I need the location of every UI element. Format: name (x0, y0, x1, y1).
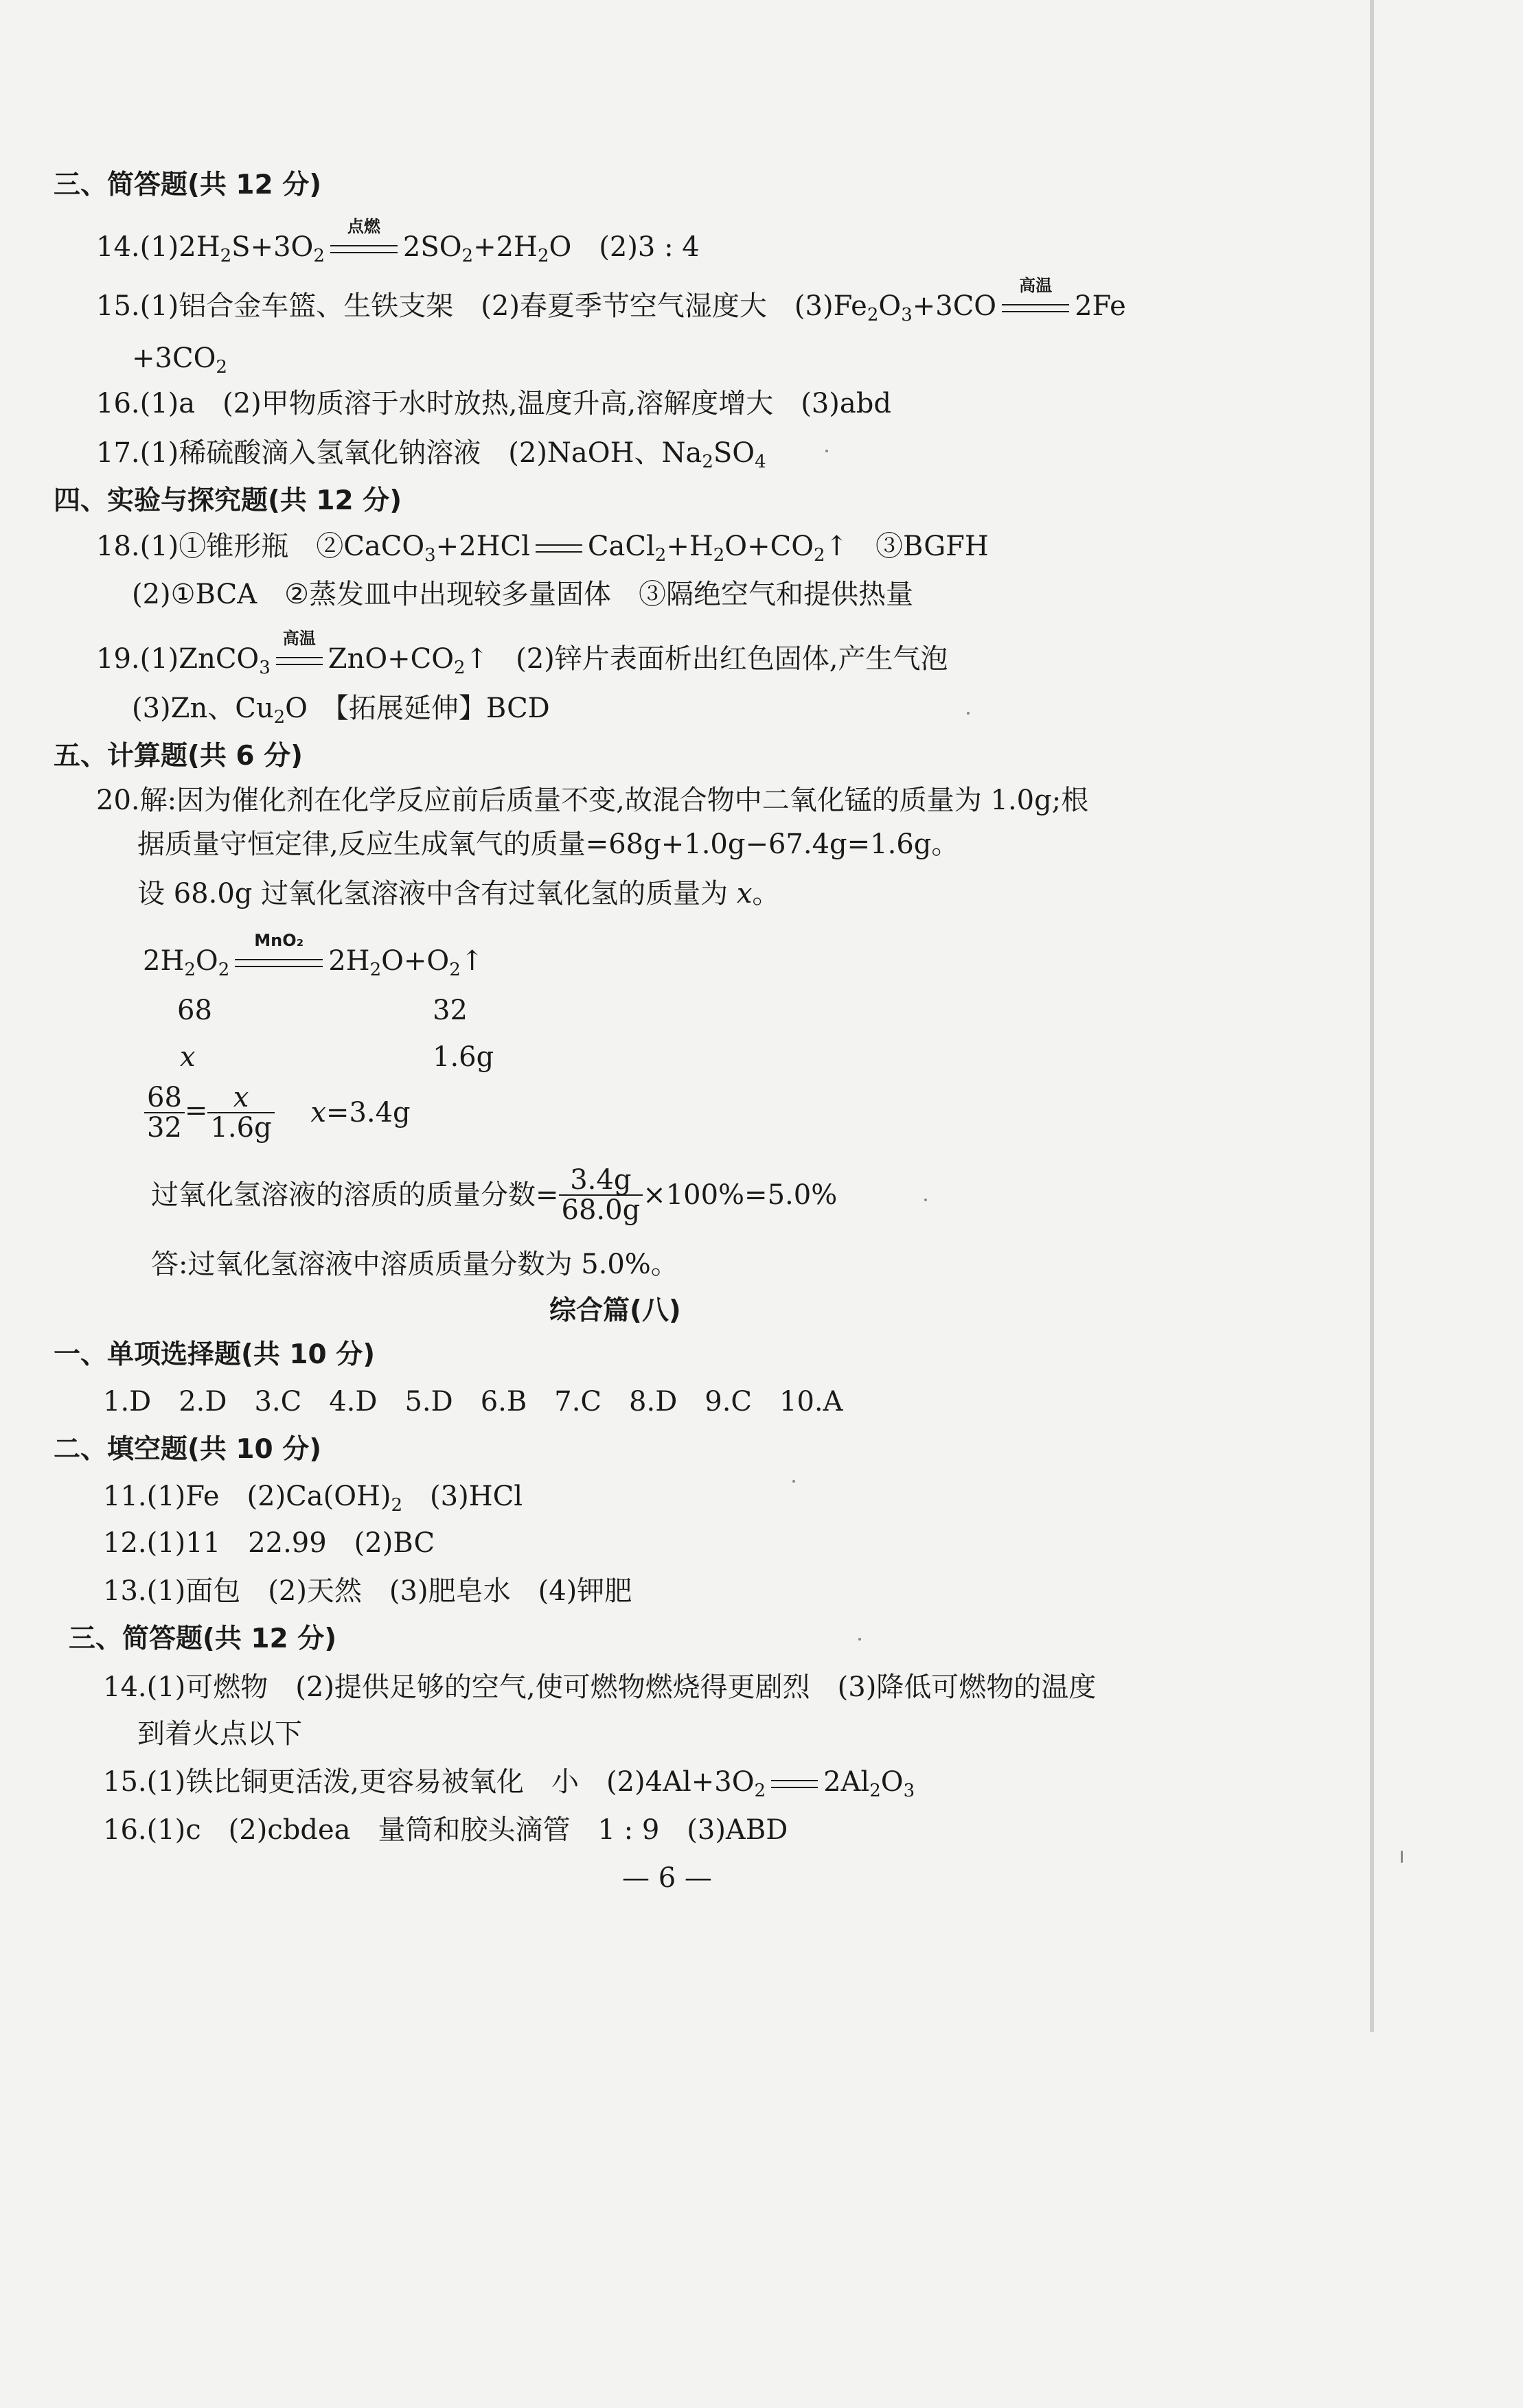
answer-q17-a: 17.(1)稀硫酸滴入氢氧化钠溶液 (2)NaOH、$Na_2SO_4$ (96, 437, 766, 472)
answer-q18-a: 18.(1)①锥形瓶 ②CaCO$_3$+2HCl $CaCl_2+H_2O+CO_2↑$ ③BGFH (96, 531, 989, 566)
answer-q20-line3: 设 68.0g 过氧化氢溶液中含有过氧化氢的质量为 x。 (137, 878, 780, 910)
answer-q20-conclusion: 答:过氧化氢溶液中溶质质量分数为 5.0%。 (151, 1249, 678, 1280)
proportion-line: $\frac{68}{32}$ = $\frac{x}{1.6g}$ x=3.4g (144, 1083, 411, 1142)
answer-multiple-choice: 1.D 2.D 3.C 4.D 5.D 6.B 7.C 8.D 9.C 10.A (103, 1386, 843, 1417)
scan-speck (825, 450, 828, 452)
section-heading-short-answer-2: 三、简答题(共 12 分) (69, 1623, 337, 1654)
answer-q15-a: 15.(1)铝合金车篮、生铁支架 (2)春夏季节空气湿度大 $(3)Fe_2O_3+3CO$ 高温 2Fe (96, 276, 1126, 325)
reaction-equals-sign: 点燃 (326, 235, 402, 263)
section-heading-multiple-choice: 一、单项选择题(共 10 分) (54, 1339, 376, 1370)
section-heading-calculation: 五、计算题(共 6 分) (54, 741, 303, 772)
reaction-equals-sign (531, 535, 586, 562)
ratio-right-32: 32 (433, 995, 468, 1026)
answer-q20-line2: 据质量守恒定律,反应生成氧气的质量=68g+1.0g−67.4g=1.6g。 (137, 829, 959, 860)
answer-q12: 12.(1)11 22.99 (2)BC (103, 1527, 435, 1559)
reaction-equals-sign: 高温 (998, 294, 1073, 322)
answer-q18-b: (2)①BCA ②蒸发皿中出现较多量固体 ③隔绝空气和提供热量 (132, 579, 914, 610)
fraction-3-4g-68-0g: $\frac{3.4g}{68.0g}$ (559, 1166, 643, 1225)
answer-q14-b-line1: 14.(1)可燃物 (2)提供足够的空气,使可燃物燃烧得更剧烈 (3)降低可燃物的温度 (103, 1671, 1097, 1703)
mass-fraction-line: 过氧化氢溶液的溶质的质量分数= $\frac{3.4g}{68.0g}$ ×100%=5.0% (151, 1164, 838, 1226)
scan-speck (858, 1638, 861, 1641)
section-heading-experiment: 四、实验与探究题(共 12 分) (54, 485, 402, 516)
reaction-equals-sign (767, 1770, 822, 1798)
answer-q16-b: 16.(1)c (2)cbdea 量筒和胶头滴管 1 : 9 (3)ABD (103, 1814, 788, 1846)
answer-q15-a-continued: $+3CO_2$ (132, 343, 227, 378)
part-title: 综合篇(八) (549, 1295, 681, 1326)
ratio-left-68: 68 (177, 995, 212, 1026)
scan-speck (1401, 1851, 1403, 1863)
section-heading-fill-blank: 二、填空题(共 10 分) (54, 1434, 322, 1465)
answer-q20-line1: 20.解:因为催化剂在化学反应前后质量不变,故混合物中二氧化锰的质量为 1.0g;根 (96, 785, 1089, 816)
reaction-equals-sign: 高温 (272, 647, 327, 675)
ratio-left-x: x (180, 1041, 196, 1073)
answer-q20-equation: $2H_2O_2$ MnO₂ $2H_2O+O_2↑$ (143, 931, 484, 980)
answer-q13: 13.(1)面包 (2)天然 (3)肥皂水 (4)钾肥 (103, 1575, 632, 1607)
scan-speck (792, 1480, 795, 1483)
answer-q15-b: 15.(1)铁比铜更活泼,更容易被氧化 小 $(2)4Al+3O_2$ $2Al_2O_3$ (103, 1766, 915, 1801)
answer-q19-a: 19.(1)ZnCO$_3$ 高温 $ZnO+CO_2↑$ (2)锌片表面析出红色固体,产生气泡 (96, 629, 948, 678)
answer-q14-a: $14.(1)2H_2S+3O_2$ 点燃 $2SO_2+2H_2O$ (2)3 : 4 (96, 217, 700, 266)
answer-q11: 11.(1)Fe $(2)Ca(OH)_2$ (3)HCl (103, 1481, 523, 1516)
fraction-x-1-6g: $\frac{x}{1.6g}$ (207, 1083, 274, 1142)
section-heading-short-answer: 三、简答题(共 12 分) (54, 170, 322, 200)
reaction-equals-sign: MnO₂ (231, 949, 327, 977)
scan-speck (924, 1199, 927, 1201)
answer-q16-a: 16.(1)a (2)甲物质溶于水时放热,温度升高,溶解度增大 (3)abd (96, 388, 891, 419)
scan-speck (967, 712, 970, 715)
page-number: — 6 — (622, 1862, 712, 1894)
fraction-68-32: $\frac{68}{32}$ (144, 1083, 185, 1142)
answer-q19-b: (3)Zn、$Cu_2O$ 【拓展延伸】BCD (132, 693, 550, 728)
answer-q14-b-line2: 到着火点以下 (137, 1718, 302, 1750)
scan-edge-shadow (1370, 0, 1374, 2032)
ratio-right-1-6g: 1.6g (433, 1041, 494, 1073)
